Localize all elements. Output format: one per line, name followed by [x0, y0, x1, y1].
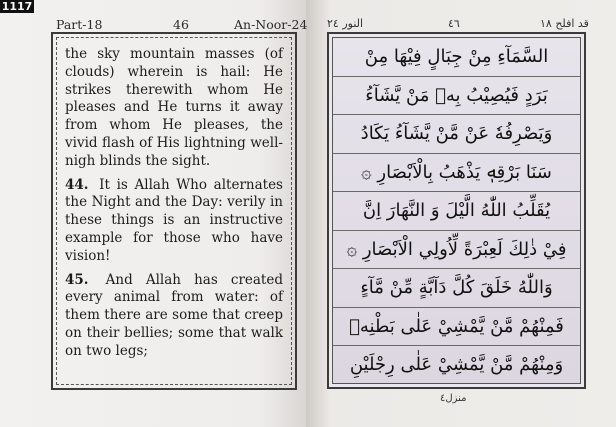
right-header-part: قد افلح ١٨	[540, 17, 589, 30]
left-header-part: Part-18	[56, 17, 103, 32]
verse-text: It is Allah Who alternates the Night and the Day: verily in these things is an instructive example for those who have vision!	[65, 176, 283, 264]
verse-45	[65, 272, 283, 361]
left-header-page-number: 46	[173, 17, 189, 32]
verse-number: 45.	[65, 271, 89, 288]
right-header-page-number: ٤٦	[448, 17, 460, 30]
left-header-surah: An-Noor-24	[234, 17, 308, 32]
verse-text: the sky mountain masses (of clouds) wherein is hail: He strikes therewith whom He pleases and He turns it away from whom He pleases, the vivid flash of His lightning well-nigh blinds the sight.	[65, 46, 283, 169]
arabic-frame	[327, 32, 586, 389]
arabic-line: وَيَصْرِفُهٗ عَنْ مَّنْ يَّشَآءُ يَكَادُ	[333, 115, 580, 154]
verse-44	[65, 177, 283, 266]
translation-body	[56, 37, 292, 385]
verse-number: 44.	[65, 176, 89, 193]
translation-frame	[51, 32, 297, 390]
arabic-line: فَمِنْهُمْ مَّنْ يَّمْشِيْ عَلٰى بَطْنِهٖ	[333, 308, 580, 347]
manzil-marker: منزل٤	[440, 393, 467, 404]
arabic-line: سَنَا بَرْقِهٖ يَذْهَبُ بِالْاَبْصَارِ ۞	[333, 154, 580, 193]
page-id-badge: 1117	[1, 0, 33, 13]
verse-text: And Allah has created every animal from water: of them there are some that creep on their bellies; some that walk on two legs;	[65, 271, 283, 359]
right-header-surah: النور ٢٤	[327, 17, 364, 30]
arabic-line: بَرَدٍ فَيُصِيْبُ بِهٖ مَنْ يَّشَآءُ	[333, 77, 580, 116]
arabic-line: وَاللّٰهُ خَلَقَ كُلَّ دَآبَّةٍ مِّنْ مَّآءٍ	[333, 269, 580, 308]
verse-continued	[65, 46, 283, 171]
arabic-body	[332, 37, 581, 384]
arabic-line: يُقَلِّبُ اللّٰهُ الَّيْلَ وَ النَّهَارَ اِنَّ	[333, 192, 580, 231]
arabic-line: فِيْ ذٰلِكَ لَعِبْرَةً لِّاُولِي الْاَبْصَارِ ۞	[333, 231, 580, 270]
arabic-line: السَّمَآءِ مِنْ جِبَالٍ فِيْهَا مِنْ	[333, 38, 580, 77]
arabic-line: وَمِنْهُمْ مَّنْ يَّمْشِيْ عَلٰى رِجْلَيْنِ	[349, 354, 564, 375]
